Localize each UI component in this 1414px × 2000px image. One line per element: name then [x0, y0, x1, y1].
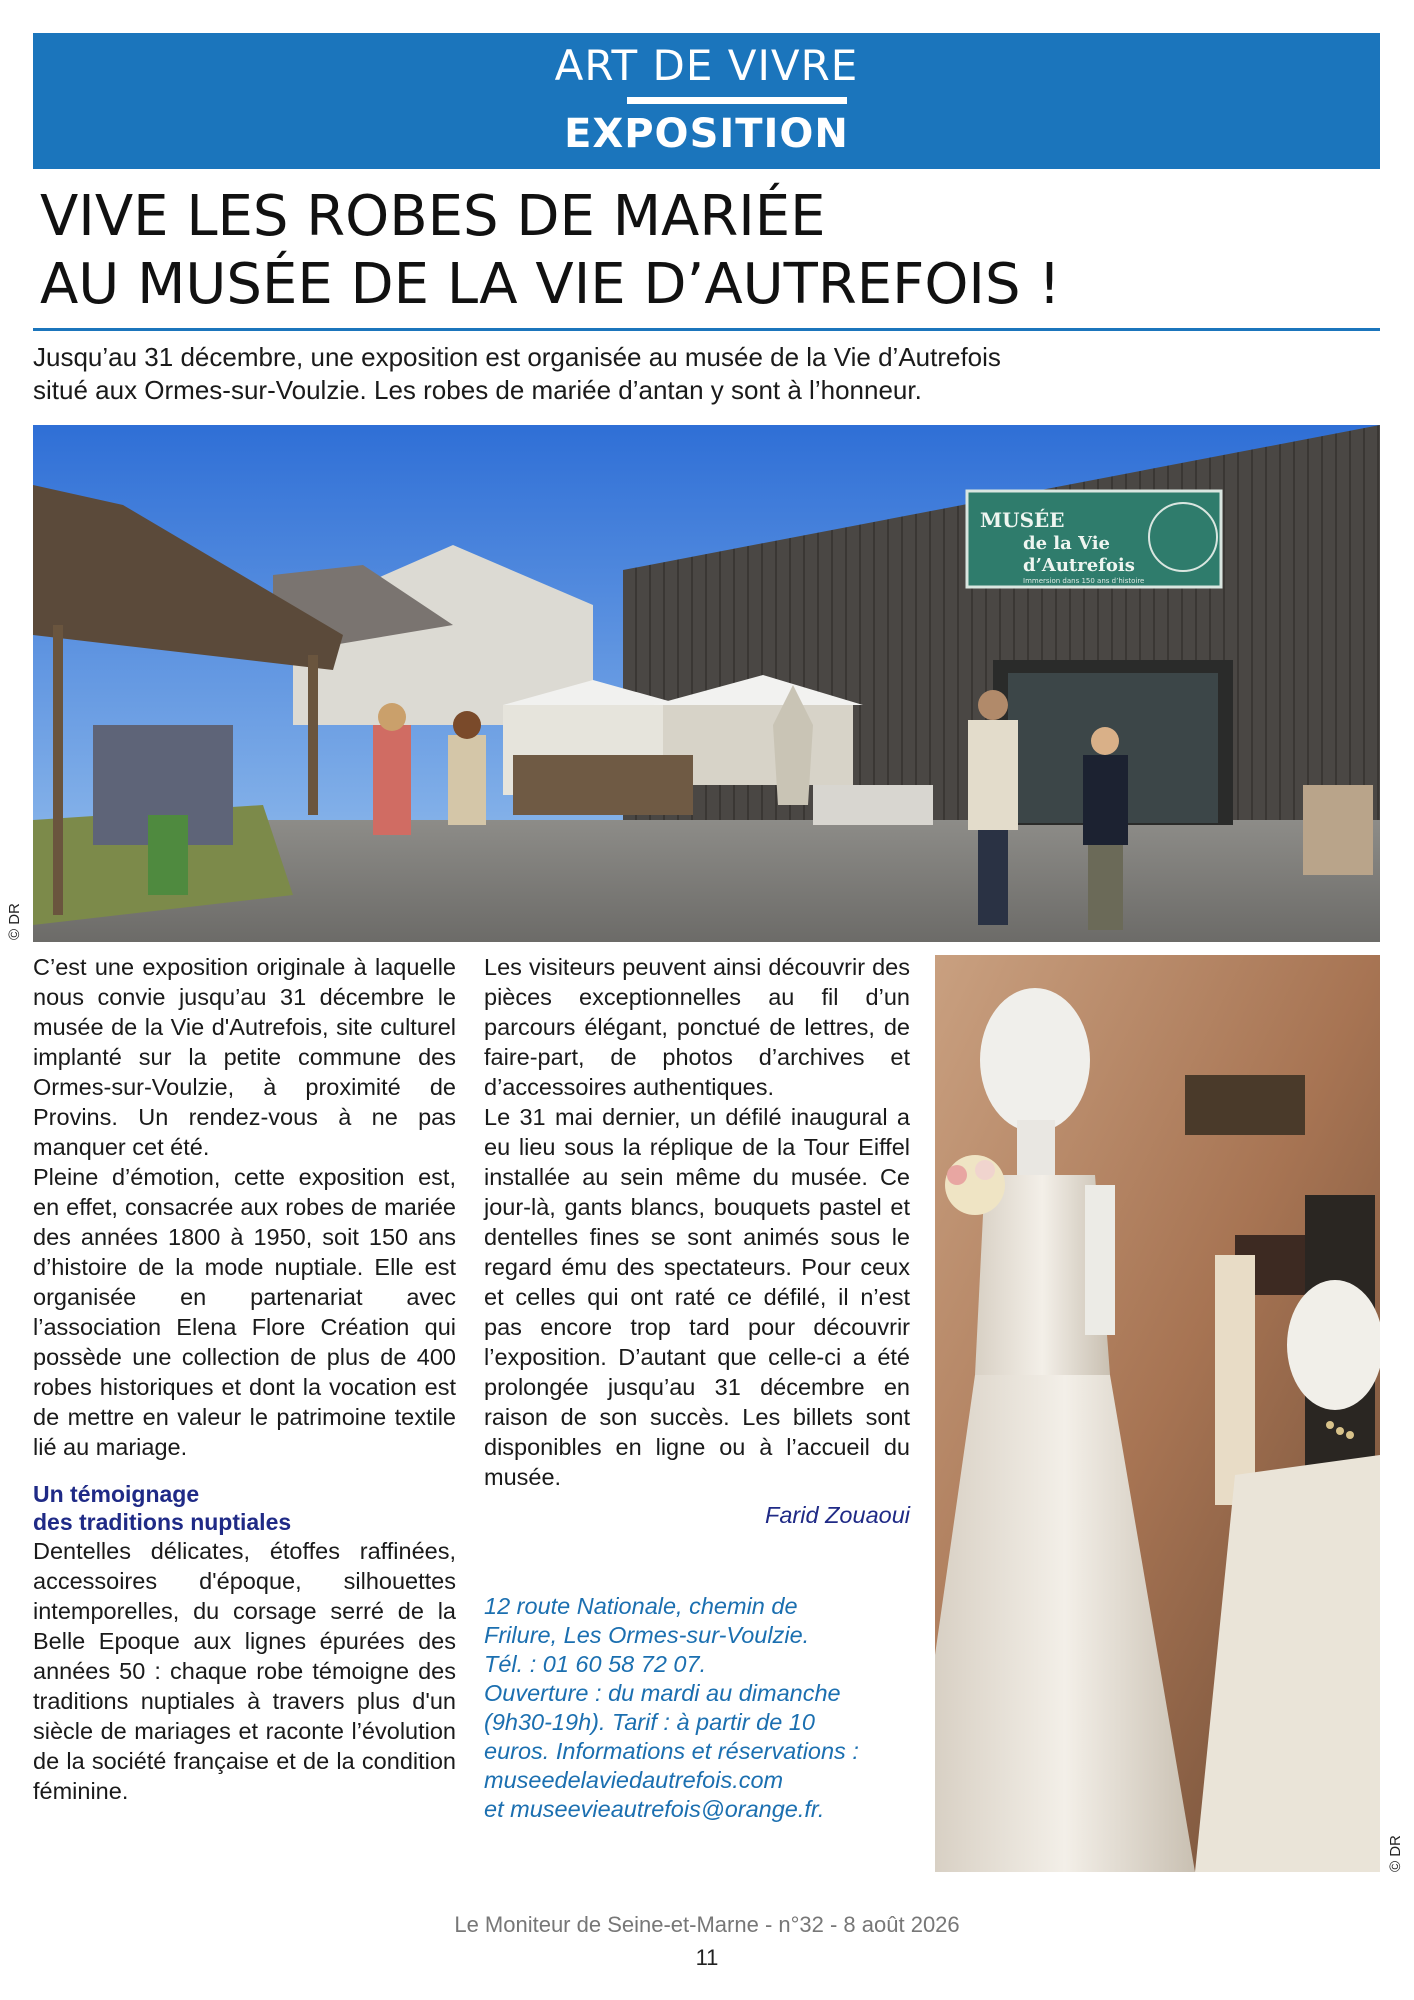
subheading-line-1: Un témoignage [33, 1481, 200, 1507]
section-label: EXPOSITION [564, 111, 849, 157]
article-lead [33, 341, 1363, 407]
lead-line-1: Jusqu’au 31 décembre, une exposition est organisée au musée de la Vie d’Autrefois [33, 342, 1001, 372]
photo-credit-right: © DR [1387, 1835, 1404, 1872]
author-signature: Farid Zouaoui [765, 1502, 910, 1528]
paragraph-2: Pleine d’émotion, cette exposition est, en effet, consacrée aux robes de mariée des années 1800 à 1950, soit 150 ans d’histoire de la mode nuptiale. Elle est organisée en partenariat avec l’association Elena Flore Création qui possède une collection de plus de 400 robes historiques et dont la vocation est de mettre en valeur le patrimoine textile lié au mariage. [33, 1164, 456, 1460]
info-line-6: euros. Informations et réservations : [484, 1738, 859, 1764]
info-line-2: Frilure, Les Ormes-sur-Voulzie. [484, 1622, 810, 1648]
article-subheading [33, 1480, 456, 1536]
banner-divider [627, 97, 847, 104]
sign-title: MUSÉE [980, 508, 1065, 532]
paragraph-5: Le 31 mai dernier, un défilé inaugural a eu lieu sous la réplique de la Tour Eiffel installée au sein même du musée. Ce jour-là, gants blancs, bouquets pastel et dentelles fines se sont animés sous le regard ému des spectateurs. Pour ceux et celles qui ont raté ce défilé, il n’est pas encore trop tard pour découvrir l’exposition. D’autant que celle-ci a été prolongée jusqu’au 31 décembre en raison de son succès. Les billets sont disponibles en ligne ou à l’accueil du musée. [484, 1104, 910, 1490]
sign-line-2: de la Vie [1023, 533, 1111, 554]
paragraph-1: C’est une exposition originale à laquelle nous convie jusqu’au 31 décembre le musée de la Vie d'Autrefois, site culturel implanté sur la petite commune des Ormes-sur-Voulzie, à proximité de Provins. Un rendez-vous à ne pas manquer cet été. [33, 954, 456, 1160]
headline-line-1: VIVE LES ROBES DE MARIÉE [40, 184, 826, 249]
info-line-4: Ouverture : du mardi au dimanche [484, 1680, 841, 1706]
article-headline [40, 183, 1370, 319]
page-number: 11 [695, 1945, 719, 1970]
info-line-5: (9h30-19h). Tarif : à partir de 10 [484, 1709, 815, 1735]
practical-info [484, 1592, 910, 1824]
info-line-8: et museevieautrefois@orange.fr. [484, 1796, 825, 1822]
sign-line-3: d’Autrefois [1023, 555, 1135, 576]
paragraph-4: Les visiteurs peuvent ainsi découvrir des pièces exceptionnelles au fil d’un parcours élégant, ponctué de lettres, de faire-part, de photos d’archives et d’accessoires authentiques. [484, 954, 910, 1100]
info-line-1: 12 route Nationale, chemin de [484, 1593, 798, 1619]
info-line-3: Tél. : 01 60 58 72 07. [484, 1651, 707, 1677]
article-column-2 [484, 952, 910, 1824]
publication-footer: Le Moniteur de Seine-et-Marne - n°32 - 8 août 2026 [454, 1912, 960, 1937]
museum-sign [967, 491, 1221, 587]
paragraph-3: Dentelles délicates, étoffes raffinées, accessoires d'époque, silhouettes intemporelles, du corsage serré de la Belle Epoque aux lignes épurées des années 50 : chaque robe témoigne des traditions nuptiales à travers plus d'un siècle de mariages et raconte l’évolution de la société française et de la condition féminine. [33, 1538, 456, 1804]
photo-credit-top: © DR [6, 903, 23, 940]
headline-line-2: AU MUSÉE DE LA VIE D’AUTREFOIS ! [40, 252, 1061, 317]
article-column-1 [33, 952, 456, 1806]
info-line-7: museedelaviedautrefois.com [484, 1767, 784, 1793]
headline-divider [33, 328, 1380, 331]
museum-exterior-photo [33, 425, 1380, 942]
lead-line-2: situé aux Ormes-sur-Voulzie. Les robes de mariée d’antan y sont à l’honneur. [33, 375, 922, 405]
sign-tagline: Immersion dans 150 ans d’histoire [1023, 577, 1145, 585]
section-banner [33, 33, 1380, 169]
rubric-label: ART DE VIVRE [554, 41, 859, 90]
wedding-dress-photo [935, 955, 1380, 1872]
subheading-line-2: des traditions nuptiales [33, 1509, 292, 1535]
